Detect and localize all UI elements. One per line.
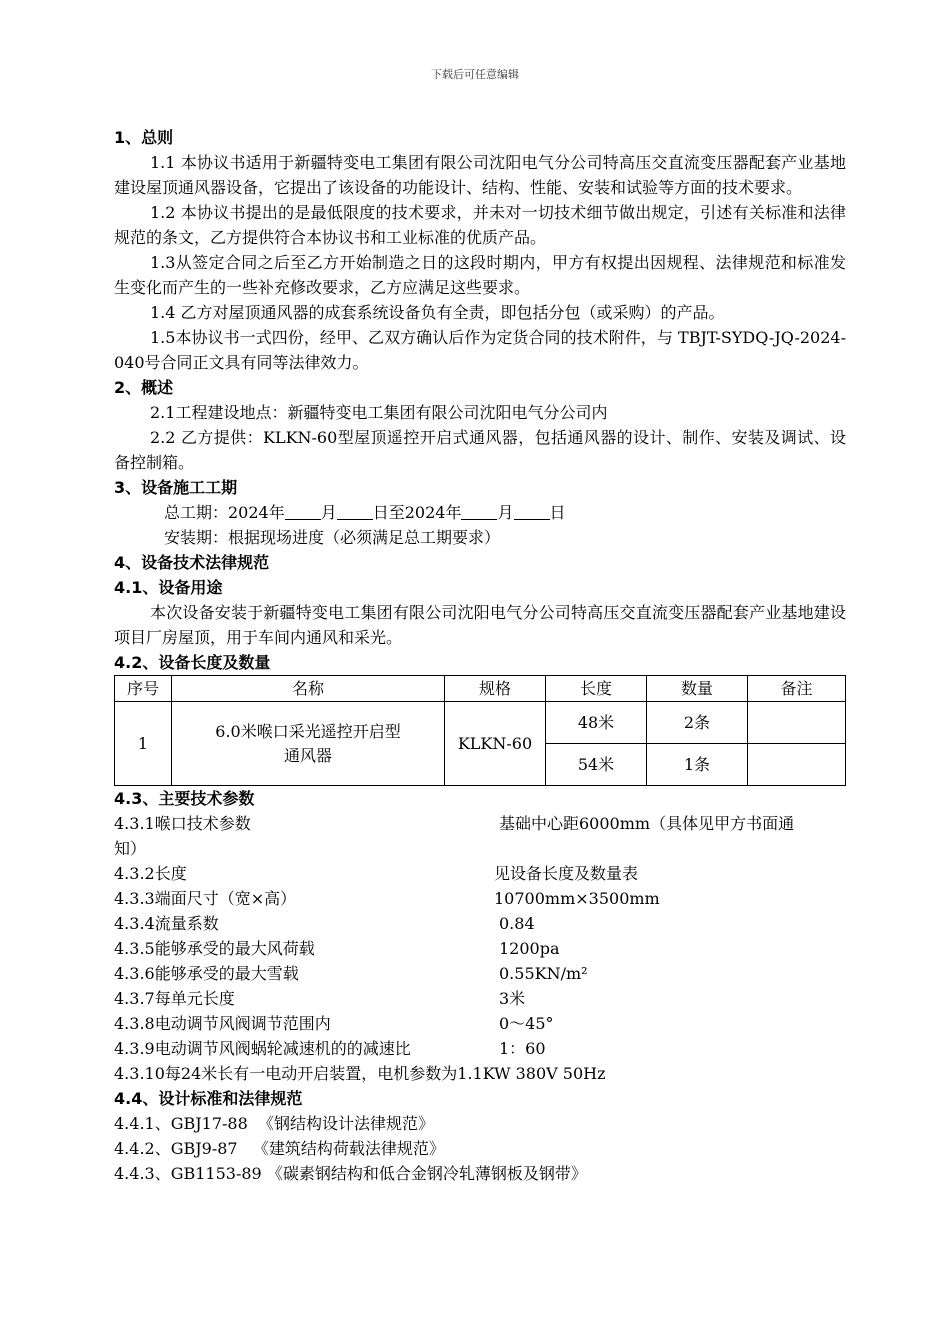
param-10: 4.3.10每24米长有一电动开启装置，电机参数为1.1KW 380V 50Hz bbox=[114, 1064, 606, 1083]
param-key: 4.3.2长度 bbox=[114, 864, 187, 883]
blank-day-2 bbox=[514, 501, 550, 520]
blank-day-1 bbox=[337, 501, 373, 520]
blank-month-1 bbox=[285, 501, 321, 520]
header-name: 名称 bbox=[172, 676, 445, 702]
param-value: 基础中心距6000mm（具体见甲方书面通 bbox=[499, 814, 795, 833]
install-period: 安装期：根据现场进度（必须满足总工期要求） bbox=[164, 528, 501, 547]
table-header-row bbox=[115, 676, 846, 702]
standard-item: 4.4.3、GB1153-89 《碳素钢结构和低合金钢冷轧薄钢板及钢带》 bbox=[114, 1164, 587, 1183]
header-note: 备注 bbox=[748, 676, 846, 702]
standard-item: 4.4.2、GBJ9-87 《建筑结构荷载法律规范》 bbox=[114, 1139, 445, 1158]
param-value: 1：60 bbox=[499, 1039, 546, 1058]
para-1-1: 1.1 本协议书适用于新疆特变电工集团有限公司沈阳电气分公司特高压交直流变压器配套产业基地建设屋顶通风器设备，它提出了该设备的功能设计、结构、性能、安装和试验等方面的技术要求。 bbox=[114, 153, 846, 197]
param-key: 4.3.8电动调节风阀调节范围内 bbox=[114, 1014, 331, 1033]
cell-length-1: 48米 bbox=[546, 702, 647, 744]
para-1-3: 1.3从签定合同之后至乙方开始制造之日的这段时期内，甲方有权提出因规程、法律规范和标准发生变化而产生的一些补充修改要求，乙方应满足这些要求。 bbox=[114, 253, 846, 297]
cell-note-2 bbox=[748, 744, 846, 786]
standard-item: 4.4.1、GBJ17-88 《钢结构设计法律规范》 bbox=[114, 1114, 434, 1133]
param-row bbox=[114, 1036, 846, 1061]
para-1-4: 1.4 乙方对屋顶通风器的成套系统设备负有全责，即包括分包（或采购）的产品。 bbox=[150, 303, 725, 322]
day-label-2: 日 bbox=[549, 503, 566, 522]
section-3-title: 3、设备施工工期 bbox=[114, 478, 238, 497]
cell-length-2: 54米 bbox=[546, 744, 647, 786]
param-value: 见设备长度及数量表 bbox=[494, 864, 639, 883]
header-spec: 规格 bbox=[445, 676, 546, 702]
day-to-label: 日至2024年 bbox=[372, 503, 462, 522]
equipment-table bbox=[114, 675, 846, 786]
para-1-5: 1.5本协议书一式四份，经甲、乙双方确认后作为定货合同的技术附件，与 TBJT-SYDQ-JQ-2024-040号合同正文具有同等法律效力。 bbox=[114, 328, 846, 372]
para-1-2: 1.2 本协议书提出的是最低限度的技术要求，并未对一切技术细节做出规定，引述有关标准和法律规范的条文，乙方提供符合本协议书和工业标准的优质产品。 bbox=[114, 203, 846, 247]
param-key: 4.3.6能够承受的最大雪载 bbox=[114, 964, 299, 983]
section-4-3-title: 4.3、主要技术参数 bbox=[114, 789, 255, 808]
cell-note-1 bbox=[748, 702, 846, 744]
param-value: 1200pa bbox=[499, 939, 560, 958]
param-key: 4.3.1喉口技术参数 bbox=[114, 814, 251, 833]
param-row bbox=[114, 961, 846, 986]
param-row bbox=[114, 911, 846, 936]
param-row bbox=[114, 811, 846, 836]
param-value: 0.84 bbox=[499, 914, 535, 933]
header-length: 长度 bbox=[546, 676, 647, 702]
param-value: 3米 bbox=[499, 989, 526, 1008]
table-row bbox=[115, 702, 846, 744]
blank-month-2 bbox=[461, 501, 497, 520]
param-value: 10700mm×3500mm bbox=[494, 889, 660, 908]
param-row bbox=[114, 886, 846, 911]
cell-no: 1 bbox=[115, 702, 172, 786]
param-value: 0.55KN/m² bbox=[499, 964, 588, 983]
cell-qty-1: 2条 bbox=[647, 702, 748, 744]
section-2-title: 2、概述 bbox=[114, 378, 174, 397]
cell-name: 6.0米喉口采光遥控开启型通风器 bbox=[172, 702, 445, 786]
param-key: 4.3.7每单元长度 bbox=[114, 989, 235, 1008]
document-body bbox=[114, 125, 846, 1186]
month-label-2: 月 bbox=[497, 503, 514, 522]
section-4-2-title: 4.2、设备长度及数量 bbox=[114, 653, 271, 672]
param-key: 4.3.9电动调节风阀蜗轮减速机的的减速比 bbox=[114, 1039, 411, 1058]
cell-qty-2: 1条 bbox=[647, 744, 748, 786]
section-1-title: 1、总则 bbox=[114, 128, 174, 147]
param-row bbox=[114, 861, 846, 886]
cell-spec: KLKN-60 bbox=[445, 702, 546, 786]
total-period-start: 总工期：2024年 bbox=[164, 503, 285, 522]
param-key: 4.3.3端面尺寸（宽×高） bbox=[114, 889, 297, 908]
header-no: 序号 bbox=[115, 676, 172, 702]
param-value: 0～45° bbox=[499, 1014, 554, 1033]
month-label-1: 月 bbox=[320, 503, 337, 522]
param-row bbox=[114, 936, 846, 961]
para-2-1: 2.1工程建设地点：新疆特变电工集团有限公司沈阳电气分公司内 bbox=[150, 403, 608, 422]
watermark: 下载后可任意编辑 bbox=[431, 68, 519, 81]
section-4-title: 4、设备技术法律规范 bbox=[114, 553, 270, 572]
para-2-2: 2.2 乙方提供：KLKN-60型屋顶遥控开启式通风器，包括通风器的设计、制作、安装及调试、设备控制箱。 bbox=[114, 428, 846, 472]
param-key: 4.3.4流量系数 bbox=[114, 914, 219, 933]
header-qty: 数量 bbox=[647, 676, 748, 702]
section-4-1-title: 4.1、设备用途 bbox=[114, 578, 223, 597]
total-period bbox=[114, 500, 846, 525]
param-key: 4.3.5能够承受的最大风荷载 bbox=[114, 939, 315, 958]
param-1-continued: 知） bbox=[114, 839, 147, 858]
param-row bbox=[114, 986, 846, 1011]
param-row bbox=[114, 1011, 846, 1036]
para-4-1: 本次设备安装于新疆特变电工集团有限公司沈阳电气分公司特高压交直流变压器配套产业基地建设项目厂房屋顶，用于车间内通风和采光。 bbox=[114, 603, 846, 647]
section-4-4-title: 4.4、设计标准和法律规范 bbox=[114, 1089, 303, 1108]
